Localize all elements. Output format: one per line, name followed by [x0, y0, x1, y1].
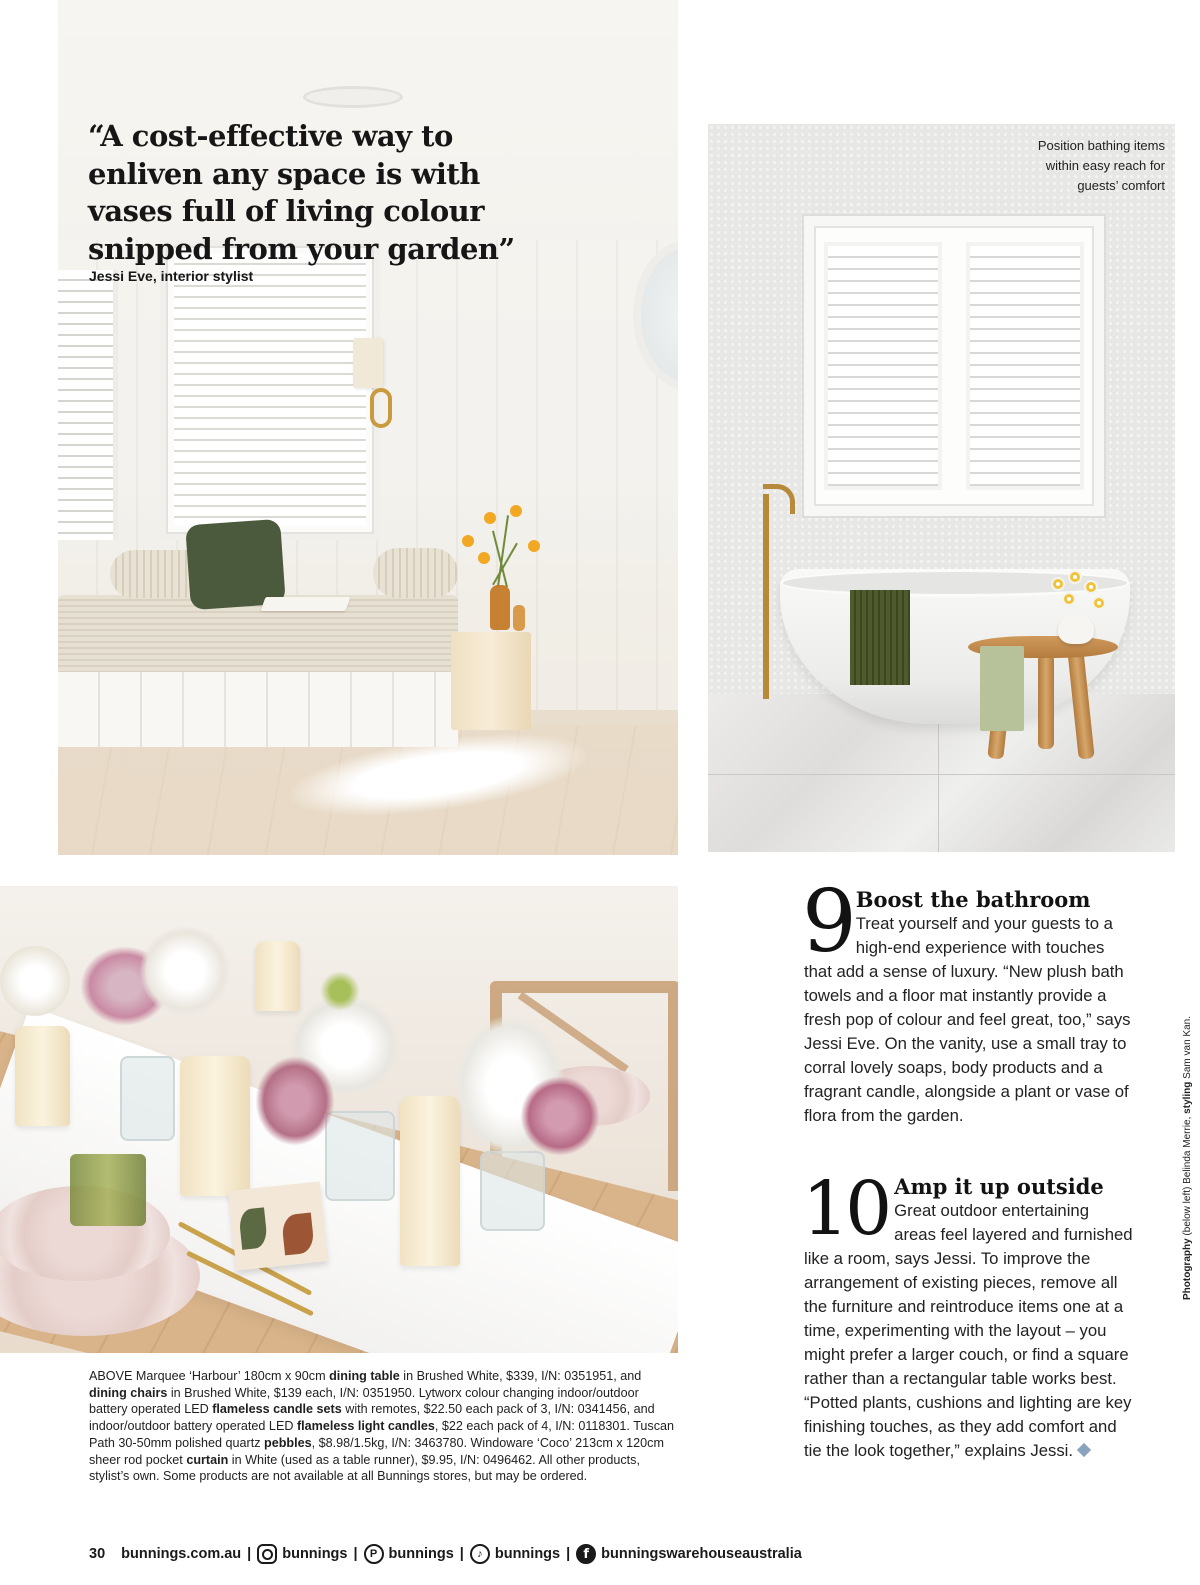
- caption-line: guests’ comfort: [1077, 178, 1165, 193]
- caption-product-name: curtain: [186, 1452, 229, 1467]
- separator: |: [353, 1546, 358, 1562]
- bathroom-window-shutters: [804, 216, 1104, 516]
- credit-label: Photography: [1182, 1238, 1193, 1300]
- yellow-flower: [528, 540, 540, 552]
- end-of-article-diamond-icon: [1077, 1443, 1091, 1457]
- daisy: [1070, 572, 1080, 582]
- pink-flowers: [520, 1076, 600, 1156]
- caption-text: in Brushed White, $339, I/N: 0351951, and: [399, 1369, 642, 1383]
- caption-product-name: flameless light candles: [296, 1419, 435, 1434]
- tip-body: Treat yourself and your guests to a high-end experience with touches that add a sense of luxury. “New plush bath towels and a floor mat instantly provide a fresh pop of colour and feel great, too,” says Jessi Eve. On the vanity, use a small tray to corral lovely soaps, body products and a fragrant candle, alongside a plant or vase of flora from the garden.: [804, 914, 1131, 1125]
- white-vase: [1058, 614, 1094, 644]
- dining-photo-caption: [89, 1368, 679, 1485]
- daisy: [1053, 579, 1063, 589]
- credit-text: (below left) Belinda Merrie,: [1182, 1113, 1193, 1239]
- small-amber-vase: [513, 605, 525, 631]
- window-seat-base: [58, 672, 458, 747]
- caption-line: within easy reach for: [1045, 158, 1165, 173]
- photo-credit: [1182, 1016, 1193, 1300]
- window-shutters: [160, 240, 380, 540]
- tip-body: Great outdoor entertaining areas feel layered and furnished like a room, says Jessi. To improve the arrangement of existing pieces, remove all the furniture and reintroduce items one at a time, experimenting with the layout – you might prefer a larger couch, or find a square rather than a rectangular table works best. “Potted plants, cushions and lighting are key finishing touches, as they add comfort and tie the look together,” explains Jessi.: [804, 1201, 1133, 1460]
- caption-text: , $8.98/1.5kg, I/N: 3463780. Windoware ‘Coco’ 213cm x 120cm sheer rod pocket: [89, 1435, 664, 1467]
- wall-sconce-arm: [370, 388, 392, 428]
- pinterest-icon: P: [364, 1544, 384, 1564]
- glass-jar: [480, 1151, 545, 1231]
- led-candle: [180, 1056, 250, 1196]
- bolster-cushion-right: [373, 548, 458, 598]
- wrapped-gift: [228, 1181, 328, 1270]
- led-candle: [255, 941, 300, 1011]
- yellow-flower: [484, 512, 496, 524]
- tip-10: [802, 1166, 1134, 1463]
- website-link[interactable]: bunnings.com.au: [121, 1546, 242, 1562]
- yellow-flower: [478, 552, 490, 564]
- dining-table-photo: [0, 886, 678, 1353]
- page-number: 30: [89, 1546, 106, 1562]
- pinterest-handle[interactable]: bunnings: [388, 1546, 454, 1562]
- separator: |: [459, 1546, 464, 1562]
- caption-product-name: flameless candle sets: [212, 1402, 342, 1417]
- caption-text: , $22 each pack of 4, I/N: 0118301. Tuscan Path 30-50mm polished quartz: [89, 1419, 675, 1450]
- pull-quote: “A cost-effective way to enliven any space is with vases full of living colour snipped from your garden”: [88, 119, 515, 266]
- instagram-icon: [257, 1544, 277, 1564]
- bathroom-photo-caption: [965, 136, 1165, 196]
- side-table: [451, 632, 531, 730]
- caption-text: with remotes, $22.50 each pack of 3, I/N: 0341456, and indoor/outdoor battery operated LED: [89, 1402, 655, 1434]
- quote-attribution: Jessi Eve, interior stylist: [89, 268, 254, 284]
- tiktok-handle[interactable]: bunnings: [494, 1546, 561, 1562]
- sage-hand-towel: [980, 646, 1024, 731]
- caption-line: Position bathing items: [1037, 138, 1165, 153]
- pink-flowers: [255, 1056, 335, 1146]
- separator: |: [247, 1546, 252, 1562]
- green-tumbler: [70, 1154, 146, 1226]
- daisy: [1064, 594, 1074, 604]
- white-stock-flowers: [0, 946, 70, 1016]
- page-footer: [89, 1542, 802, 1566]
- tip-heading: Boost the bathroom: [855, 887, 1091, 912]
- bathroom-photo: [708, 124, 1175, 852]
- wall-sconce: [353, 338, 383, 388]
- led-candle: [15, 1026, 70, 1126]
- tiktok-icon: ♪: [470, 1544, 490, 1564]
- facebook-icon: f: [576, 1544, 596, 1564]
- window-seat-cushion: [58, 595, 458, 675]
- caption-text: in White (used as a table runner), $9.95, I/N: 0496462. All other products, stylist’s own. Some products are not available at all Bunnings stores, but may be ordered.: [89, 1452, 640, 1484]
- caption-text: in Brushed White, $139 each, I/N: 0351950. Lytworx colour changing indoor/outdoor battery operated LED: [89, 1385, 639, 1417]
- led-candle: [400, 1096, 460, 1266]
- stool-leg: [1038, 654, 1054, 749]
- tip-number: 10: [802, 1166, 889, 1252]
- daisy: [1094, 598, 1104, 608]
- caption-product-name: pebbles: [264, 1435, 312, 1450]
- yellow-flower: [462, 535, 474, 547]
- caption-text: ABOVE Marquee ‘Harbour’ 180cm x 90cm: [89, 1369, 330, 1383]
- daisy: [1086, 582, 1096, 592]
- separator: |: [566, 1546, 571, 1562]
- tip-9: [802, 872, 1134, 1128]
- olive-towel: [850, 590, 910, 685]
- credit-label: styling: [1182, 1081, 1193, 1114]
- caption-product-name: dining chairs: [89, 1385, 168, 1400]
- amber-vase: [490, 585, 510, 630]
- instagram-handle[interactable]: bunnings: [282, 1546, 348, 1562]
- ceiling-vent: [303, 86, 403, 108]
- side-window-shutters: [58, 270, 118, 540]
- white-stock-flowers: [140, 926, 230, 1016]
- credit-text: Sam van Kan.: [1182, 1016, 1193, 1082]
- green-buds: [320, 971, 360, 1011]
- open-book: [260, 597, 350, 611]
- glass-jar: [120, 1056, 175, 1141]
- tip-number: 9: [802, 872, 853, 972]
- yellow-flower: [510, 505, 522, 517]
- glass-jar: [325, 1111, 395, 1201]
- caption-product-name: dining table: [329, 1369, 400, 1383]
- facebook-handle[interactable]: bunningswarehouseaustralia: [601, 1546, 802, 1562]
- tip-heading: Amp it up outside: [894, 1174, 1104, 1199]
